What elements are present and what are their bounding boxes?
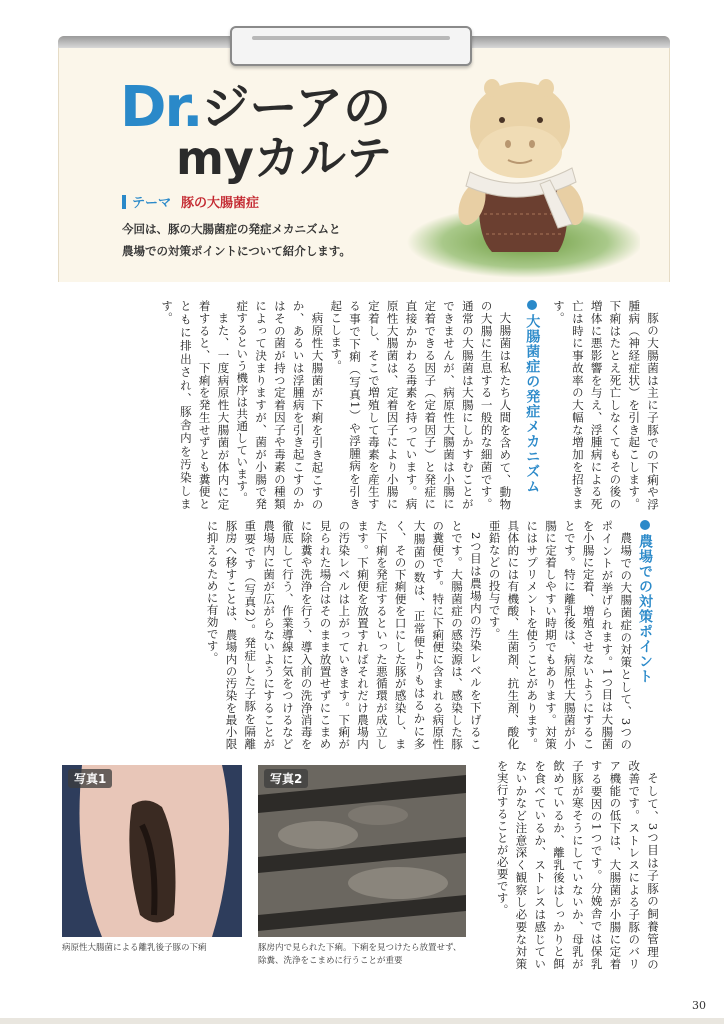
theme-label: テーマ <box>132 196 172 211</box>
article-column-2 <box>62 520 662 750</box>
paragraph: 2つ目は農場内の汚染レベルを下げることです。大腸菌症の感染源は、感染した豚の糞便です。特に下痢便に含まれる病原性大腸菌の数は、正常便よりもはるかに多く、その下痢便を口にした豚が感染し、また下痢を発症するといった悪循環が成立します。下痢便を放置すればそれだけ農場内の汚染レベルは上がっていきます。下痢が見られた場合はそのまま放置せずにこまめに除糞や洗浄を行う、導入前の洗浄消毒を徹底して行う、作業導線に気をつけるなど農場内に菌が広がらないようにすることが重要です（写真2）。発症した子豚を隔離豚房へ移すことは、農場内の汚染を最小限に抑えるために有効です。 <box>205 520 483 750</box>
theme-bar <box>122 195 126 209</box>
hippo-mascot-image <box>400 64 640 279</box>
photo-1-caption: 病原性大腸菌による離乳後子豚の下痢 <box>62 943 207 953</box>
title-name: ジーアの <box>201 80 391 136</box>
theme-line <box>122 192 259 211</box>
photo-1 <box>62 765 242 937</box>
photo-2-caption-line-1: 豚房内で見られた下痢。下痢を見つけたら放置せず、 <box>258 943 462 953</box>
photo-2-caption-line-2: 除糞、洗浄をこまめに行うことが重要 <box>258 956 403 966</box>
intro-text <box>122 218 351 262</box>
paragraph: 豚の大腸菌は主に子豚での下痢や浮腫病（神経症状）を引き起こします。下痢はたとえ死亡しなくてもその後の増体に悪影響を与え、浮腫病による死亡は時に事故率の大幅な増加を招きます。 <box>552 300 660 510</box>
section-heading-farm-measures: 農場での対策ポイント <box>635 520 654 750</box>
photo-2 <box>258 765 466 937</box>
photo-2-label: 写真2 <box>264 769 308 788</box>
pen-floor-image <box>258 765 466 937</box>
paragraph: 病原性大腸菌が下痢を引き起こすのか、あるいは浮腫病を引き起こすのかはその菌が持つ定着因子や毒素の種類によって決まりますが、菌が小腸で発症するという機序は共通しています。 <box>235 300 325 510</box>
article-column-1 <box>62 300 662 510</box>
paragraph: そして、3つ目は子豚の飼養管理の改善です。ストレスによる子豚のバリア機能の低下は、大腸菌が小腸に定着する要因の1つです。分娩舎では保乳子豚が寒そうにしていないか、母乳が飲めているか、離乳後はしっかりと餌を食べているか、ストレスは感じていないかなど注意深く観察し必要な対策を実行することが必要です。 <box>495 760 660 970</box>
clipboard-clip <box>230 26 472 66</box>
photo-2-caption <box>258 942 473 968</box>
page-number: 30 <box>692 999 706 1012</box>
section-heading-mechanism: 大腸菌症の発症メカニズム <box>522 300 541 510</box>
page-title-line2: myカルテ <box>176 131 392 185</box>
photo-1-label: 写真1 <box>68 769 112 788</box>
page-footer-bar <box>0 1018 724 1024</box>
paragraph: 農場での大腸菌症の対策として、3つのポイントが挙げられます。1つ目は大腸菌を小腸に定着、増殖させないようにすることです。特に離乳後は、病原性大腸菌が小腸に定着しやすい時期でもあります。対策にはサプリメントを使うことがあります。具体的には有機酸、生菌剤、抗生剤、酸化亜鉛などの投与です。 <box>487 520 634 750</box>
paragraph: 大腸菌は私たち人間を含めて、動物の大腸に生息する一般的な細菌です。通常の大腸菌は大腸にしかすむことができませんが、病原性大腸菌は小腸に定着できる因子（定着因子）と発症に直接かかわる毒素を持っています。病原性大腸菌は、定着因子により小腸に定着し、そこで増殖して毒素を産生する事で下痢（写真1）や浮腫病を引き起こします。 <box>329 300 513 510</box>
intro-line-2: 農場での対策ポイントについて紹介します。 <box>122 244 351 258</box>
theme-value: 豚の大腸菌症 <box>181 196 260 211</box>
article-column-3 <box>480 760 662 970</box>
piglet-diarrhea-image <box>62 765 242 937</box>
intro-line-1: 今回は、豚の大腸菌症の発症メカニズムと <box>122 222 341 236</box>
paragraph: また、一度病原性大腸菌が体内に定着すると、下痢を発生せずとも糞便とともに排出され、豚舎内を汚染します。 <box>160 300 231 510</box>
title-dr: Dr. <box>120 75 202 140</box>
